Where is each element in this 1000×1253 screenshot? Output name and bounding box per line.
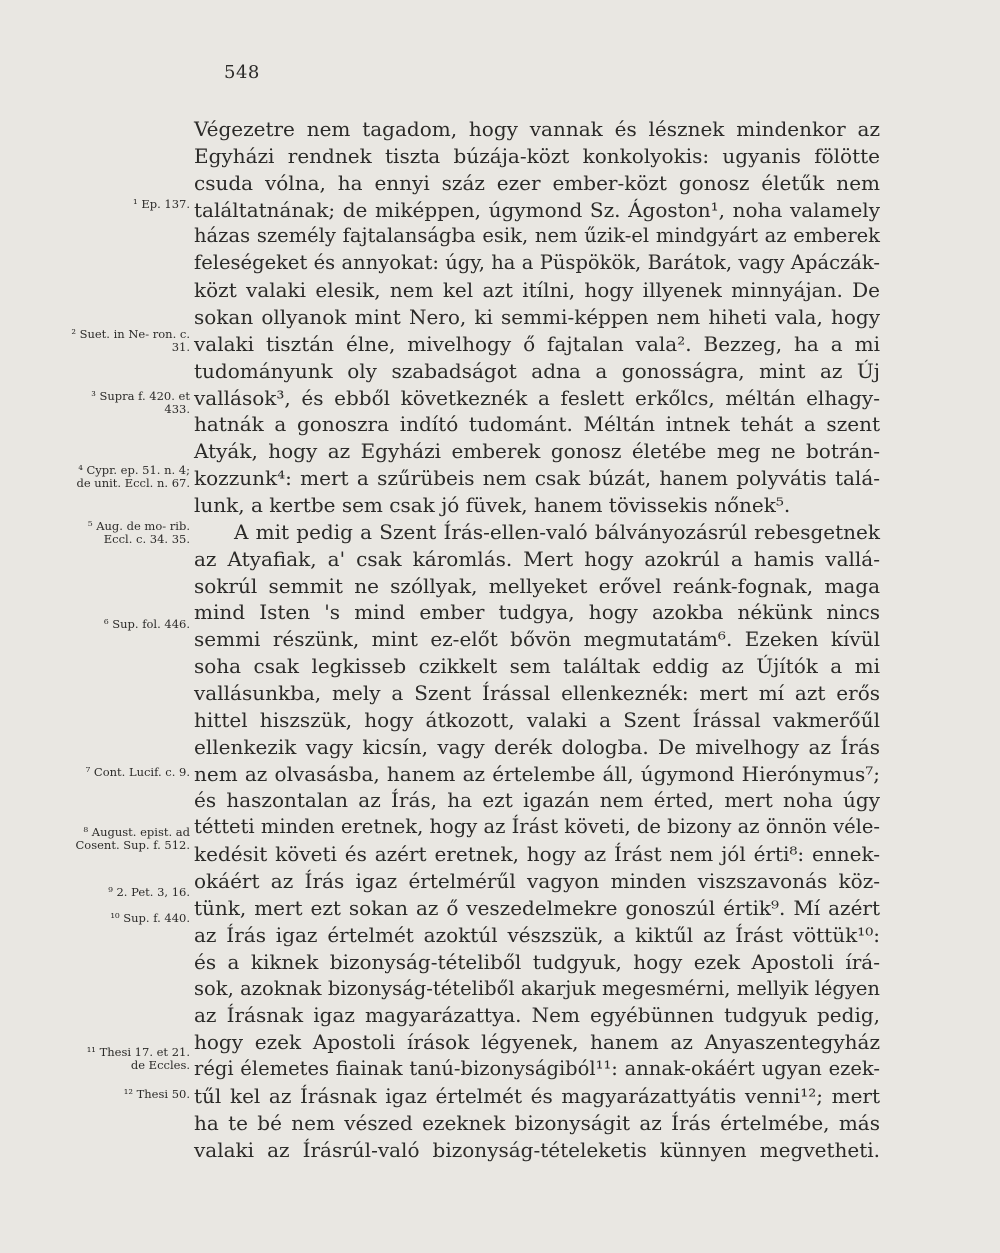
text-line: az Atyafiak, a' csak káromlás. Mert hogy azokrúl a hamis vallá- xyxy=(194,546,880,571)
text-line: tűl kel az Írásnak igaz értelmét és magyarázattyátis venni¹²; mert xyxy=(194,1083,880,1108)
text-line: semmi részünk, mint ez-előt bővön megmutatám⁶. Ezeken kívül xyxy=(194,627,880,652)
text-line: nem az olvasásba, hanem az értelembe áll, úgymond Hierónymus⁷; xyxy=(194,761,880,786)
text-line: házas személy fajtalanságba esik, nem űzik-el mindgyárt az emberek xyxy=(194,224,880,248)
text-line: kedésit követi és azért eretnek, hogy az Írást nem jól érti⁸: ennek- xyxy=(194,842,880,867)
text-line: és haszontalan az Írás, ha ezt igazán nem érted, mert noha úgy xyxy=(194,788,880,813)
text-line: az Írásnak igaz magyarázattya. Nem egyébünnen tudgyuk pedig, xyxy=(194,1003,880,1028)
text-line: találtatnának; de miképpen, úgymond Sz. Ágoston¹, noha valamely xyxy=(194,197,880,222)
text-line: valaki tisztán élne, mivelhogy ő fajtalan vala². Bezzeg, ha a mi xyxy=(194,331,880,356)
text-line: az Írás igaz értelmét azoktúl vészszük, a kiktűl az Írást vöttük¹⁰: xyxy=(194,922,880,947)
text-line: és a kiknek bizonyság-tételiből tudgyuk, hogy ezek Apostoli írá- xyxy=(194,949,880,974)
page-number: 548 xyxy=(224,62,260,83)
text-line: csuda vólna, ha ennyi száz ezer ember-közt gonosz életűk nem xyxy=(194,170,880,195)
text-line: tudományunk oly szabadságot adna a gonosságra, mint az Új xyxy=(194,358,880,383)
text-line: kozzunk⁴: mert a szűrübeis nem csak búzát, hanem polyvátis talá- xyxy=(194,466,880,491)
text-line: Egyházi rendnek tiszta búzája-közt konkolyokis: ugyanis fölötte xyxy=(194,143,880,168)
text-line: okáért az Írás igaz értelmérűl vagyon minden viszszavonás köz- xyxy=(194,869,880,894)
margin-note: ³ Supra f. 420. et 433. xyxy=(91,389,190,416)
margin-note: ⁶ Sup. fol. 446. xyxy=(104,617,190,631)
text-line: ellenkezik vagy kicsín, vagy derék dologba. De mivelhogy az Írás xyxy=(194,734,880,759)
text-line: tünk, mert ezt sokan az ő veszedelmekre gonoszúl értik⁹. Mí azért xyxy=(194,895,880,920)
text-line: vallások³, és ebből következnék a feslett erkőlcs, méltán elhagy- xyxy=(194,385,880,410)
margin-note: ⁴ Cypr. ep. 51. n. 4; de unit. Eccl. n. 67. xyxy=(76,463,190,490)
text-line: sokrúl semmit ne szóllyak, mellyeket erővel reánk-fognak, maga xyxy=(194,573,880,598)
margin-note: ² Suet. in Ne- ron. c. 31. xyxy=(71,327,190,354)
body-text xyxy=(194,116,880,1164)
margin-note: ¹⁰ Sup. f. 440. xyxy=(110,911,190,925)
text-line: Atyák, hogy az Egyházi emberek gonosz életébe meg ne botrán- xyxy=(194,439,880,464)
margin-note: ¹ Ep. 137. xyxy=(133,197,190,211)
text-line: régi élemetes fiainak tanú-bizonyságiból¹¹: annak-okáért ugyan ezek- xyxy=(194,1057,880,1081)
text-line: soha csak legkisseb czikkelt sem találtak eddig az Újítók a mi xyxy=(194,654,880,679)
text-line: sokan ollyanok mint Nero, ki semmi-képpen nem hiheti vala, hogy xyxy=(194,305,880,330)
text-line: ha te bé nem vészed ezeknek bizonyságit az Írás értelmébe, más xyxy=(194,1110,880,1135)
text-line: Végezetre nem tagadom, hogy vannak és lésznek mindenkor az xyxy=(194,117,880,141)
text-line: hogy ezek Apostoli írások légyenek, hanem az Anyaszentegyház xyxy=(194,1030,880,1055)
margin-note: ⁷ Cont. Lucif. c. 9. xyxy=(85,765,190,779)
text-line: közt valaki elesik, nem kel azt itílni, hogy illyenek minnyájan. De xyxy=(194,278,880,303)
text-line: mind Isten 's mind ember tudgya, hogy azokba nékünk nincs xyxy=(194,600,880,625)
text-line: feleségeket és annyokat: úgy, ha a Püspökök, Barátok, vagy Apáczák- xyxy=(194,251,880,275)
text-line: hatnák a gonoszra indító tudománt. Méltán intnek tehát a szent xyxy=(194,412,880,437)
text-line: tétteti minden eretnek, hogy az Írást követi, de bizony az önnön véle- xyxy=(194,815,880,839)
text-line: vallásunkba, mely a Szent Írással ellenkeznék: mert mí azt erős xyxy=(194,681,880,706)
text-line: sok, azoknak bizonyság-tételiből akarjuk megesmérni, mellyik légyen xyxy=(194,976,880,1000)
text-line: valaki az Írásrúl-való bizonyság-tételeketis künnyen megvetheti. xyxy=(194,1137,880,1162)
margin-note: ⁹ 2. Pet. 3, 16. xyxy=(108,885,190,899)
margin-note: ⁵ Aug. de mo- rib. Eccl. c. 34. 35. xyxy=(87,519,190,546)
margin-note: ⁸ August. epist. ad Cosent. Sup. f. 512. xyxy=(75,825,190,852)
margin-note: ¹¹ Thesi 17. et 21. de Eccles. xyxy=(86,1045,190,1072)
margin-note: ¹² Thesi 50. xyxy=(123,1087,190,1101)
text-line: lunk, a kertbe sem csak jó füvek, hanem tövissekis nőnek⁵. xyxy=(194,493,791,518)
text-line: hittel hiszszük, hogy átkozott, valaki a Szent Írással vakmerőűl xyxy=(194,707,880,732)
text-line: A mit pedig a Szent Írás-ellen-való bálványozásrúl rebesgetnek xyxy=(234,519,880,544)
